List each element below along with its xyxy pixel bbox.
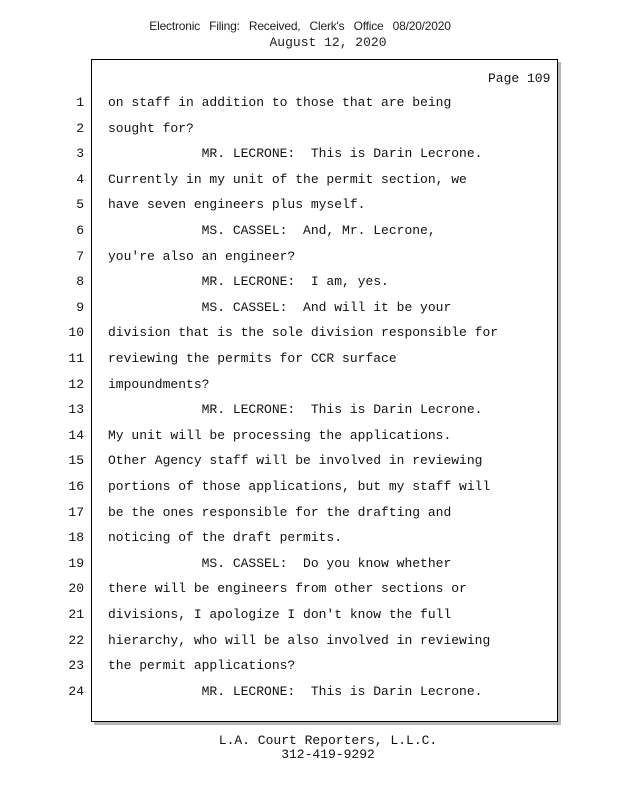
line-number: 10 [68,325,84,340]
line-number: 16 [68,479,84,494]
reporter-company: L.A. Court Reporters, L.L.C. [218,733,438,748]
transcript-line-text: hierarchy, who will be also involved in reviewing [108,633,491,648]
transcript-line-text: sought for? [108,121,194,136]
transcript-line-text: on staff in addition to those that are being [108,95,452,110]
line-number: 4 [76,172,84,187]
transcript-line-text: there will be engineers from other sections or [108,581,467,596]
line-number: 13 [68,402,84,417]
transcript-line-text: divisions, I apologize I don't know the full [108,607,452,622]
transcript-line-text: Currently in my unit of the permit section, we [108,172,467,187]
line-number: 8 [76,274,84,289]
transcript-line-text: reviewing the permits for CCR surface [108,351,397,366]
transcript-line-text: you're also an engineer? [108,249,296,264]
line-number: 17 [68,505,84,520]
reporter-phone: 312-419-9292 [281,747,375,762]
line-number: 14 [68,428,84,443]
line-number: 23 [68,658,84,673]
transcript-line-text: noticing of the draft permits. [108,530,343,545]
line-number: 15 [68,453,84,468]
transcript-line-text: MR. LECRONE: This is Darin Lecrone. [108,402,483,417]
transcript-line-text: Other Agency staff will be involved in reviewing [108,453,483,468]
line-number: 19 [68,556,84,571]
line-number: 18 [68,530,84,545]
line-number: 24 [68,684,84,699]
transcript-line-text: MS. CASSEL: Do you know whether [108,556,452,571]
transcript-line-text: MR. LECRONE: I am, yes. [108,274,389,289]
transcript-line-text: have seven engineers plus myself. [108,197,366,212]
line-number: 3 [76,146,84,161]
line-number: 5 [76,197,84,212]
transcript-line-text: impoundments? [108,377,210,392]
transcript-line-text: MR. LECRONE: This is Darin Lecrone. [108,146,483,161]
line-number: 12 [68,377,84,392]
line-number: 1 [76,95,84,110]
transcript-line-text: portions of those applications, but my staff will [108,479,491,494]
transcript-line-text: the permit applications? [108,658,296,673]
transcript-line-text: MS. CASSEL: And, Mr. Lecrone, [108,223,436,238]
transcript-line-text: MS. CASSEL: And will it be your [108,300,452,315]
transcript-line-text: MR. LECRONE: This is Darin Lecrone. [108,684,483,699]
transcript-line-text: be the ones responsible for the drafting and [108,505,452,520]
line-number: 20 [68,581,84,596]
header-date: August 12, 2020 [269,35,387,50]
line-number: 7 [76,249,84,264]
line-number: 9 [76,300,84,315]
page-number: Page 109 [488,71,551,86]
line-number: 21 [68,607,84,622]
line-number: 11 [68,351,84,366]
line-number: 22 [68,633,84,648]
transcript-line-text: My unit will be processing the applications. [108,428,452,443]
line-number: 2 [76,121,84,136]
line-number: 6 [76,223,84,238]
transcript-line-text: division that is the sole division responsible for [108,325,499,340]
filing-stamp: Electronic Filing: Received, Clerk's Office 08/20/2020 [149,19,451,33]
